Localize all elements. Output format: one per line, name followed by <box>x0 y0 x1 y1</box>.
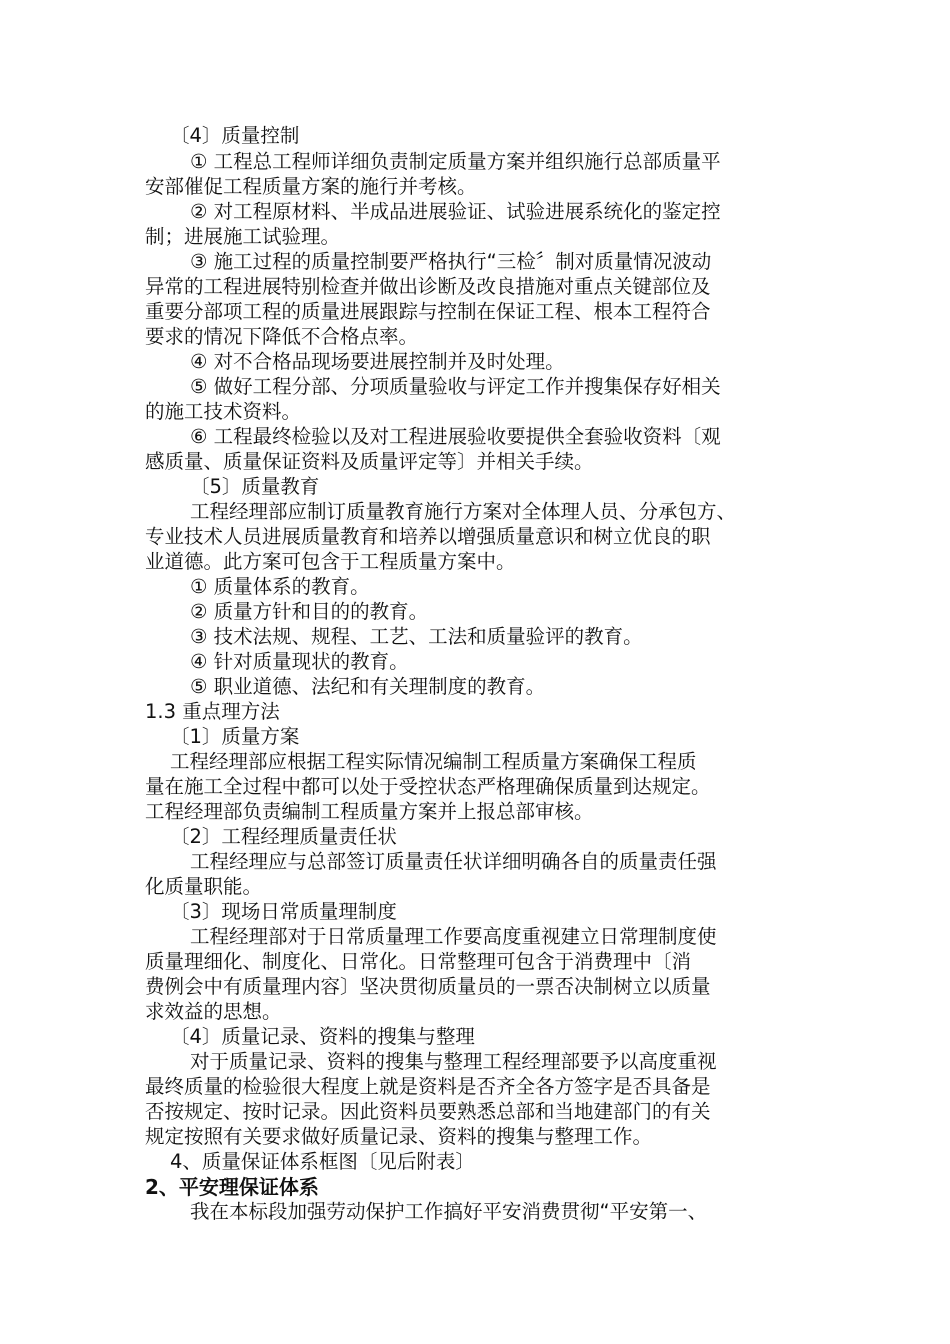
subheading-responsibility: 〔2〕工程经理质量责任状 <box>170 825 397 848</box>
paragraph-line: ⑥ 工程最终检验以及对工程进展验收要提供全套验收资料〔观 <box>190 425 721 448</box>
list-item: ③ 技术法规、规程、工艺、工法和质量验评的教育。 <box>190 625 643 648</box>
list-item: ① 质量体系的教育。 <box>190 575 370 598</box>
subheading-daily-system: 〔3〕现场日常质量理制度 <box>170 900 397 923</box>
heading-quality-education: 〔5〕质量教育 <box>190 475 320 498</box>
paragraph-line: 否按规定、按时记录。因此资料员要熟悉总部和当地建部门的有关 <box>145 1100 711 1123</box>
list-item: ④ 针对质量现状的教育。 <box>190 650 409 673</box>
paragraph-line: 工程经理部负责编制工程质量方案并上报总部审核。 <box>145 800 594 823</box>
paragraph-line: 的施工技术资料。 <box>145 400 302 423</box>
paragraph-line: 工程经理部应制订质量教育施行方案对全体理人员、分承包方、 <box>190 500 737 523</box>
section-heading-1-3: 1.3 重点理方法 <box>145 700 280 723</box>
paragraph-line: 业道德。此方案可包含于工程质量方案中。 <box>145 550 516 573</box>
paragraph-line: 安部催促工程质量方案的施行并考核。 <box>145 175 477 198</box>
paragraph-line: 制；进展施工试验理。 <box>145 225 341 248</box>
paragraph-line: 对于质量记录、资料的搜集与整理工程经理部要予以高度重视 <box>190 1050 717 1073</box>
paragraph-line: 感质量、质量保证资料及质量评定等〕并相关手续。 <box>145 450 594 473</box>
paragraph-line: ⑤ 做好工程分部、分项质量验收与评定工作并搜集保存好相关 <box>190 375 721 398</box>
paragraph-line: 我在本标段加强劳动保护工作搞好平安消费贯彻“平安第一、 <box>190 1200 708 1223</box>
subheading-quality-plan: 〔1〕质量方案 <box>170 725 300 748</box>
heading-quality-control: 〔4〕质量控制 <box>170 124 300 147</box>
paragraph-line: 工程经理应与总部签订质量责任状详细明确各自的质量责任强 <box>190 850 717 873</box>
paragraph-line: 量在施工全过程中都可以处于受控状态严格理确保质量到达规定。 <box>145 775 711 798</box>
paragraph-line: 异常的工程进展特别检查并做出诊断及改良措施对重点关键部位及 <box>145 275 711 298</box>
paragraph-line: 专业技术人员进展质量教育和培养以增强质量意识和树立优良的职 <box>145 525 711 548</box>
paragraph-line: 质量理细化、制度化、日常化。日常整理可包含于消费理中〔消 <box>145 950 692 973</box>
subheading-framework: 4、质量保证体系框图〔见后附表〕 <box>170 1150 475 1173</box>
paragraph-line: ③ 施工过程的质量控制要严格执行“三检〞制对质量情况波动 <box>190 250 712 273</box>
list-item: ⑤ 职业道德、法纪和有关理制度的教育。 <box>190 675 546 698</box>
subheading-records: 〔4〕质量记录、资料的搜集与整理 <box>170 1025 475 1048</box>
paragraph-line: 最终质量的检验很大程度上就是资料是否齐全各方签字是否具备是 <box>145 1075 711 1098</box>
paragraph-line: 重要分部项工程的质量进展跟踪与控制在保证工程、根本工程符合 <box>145 300 711 323</box>
paragraph-line: 工程经理部应根据工程实际情况编制工程质量方案确保工程质 <box>170 750 697 773</box>
list-item: ② 质量方针和目的的教育。 <box>190 600 429 623</box>
paragraph-line: ② 对工程原材料、半成品进展验证、试验进展系统化的鉴定控 <box>190 200 721 223</box>
section-heading-safety: 2、平安理保证体系 <box>145 1175 319 1199</box>
paragraph-line: 化质量职能。 <box>145 875 263 898</box>
paragraph-line: 工程经理部对于日常质量理工作要高度重视建立日常理制度使 <box>190 925 717 948</box>
paragraph-line: 要求的情况下降低不合格点率。 <box>145 325 419 348</box>
paragraph-line: 费例会中有质量理内容〕坚决贯彻质量员的一票否决制树立以质量 <box>145 975 711 998</box>
paragraph-line: 求效益的思想。 <box>145 1000 282 1023</box>
paragraph-line: 规定按照有关要求做好质量记录、资料的搜集与整理工作。 <box>145 1125 653 1148</box>
paragraph-line: ④ 对不合格品现场要进展控制并及时处理。 <box>190 350 565 373</box>
paragraph-line: ① 工程总工程师详细负责制定质量方案并组织施行总部质量平 <box>190 150 721 173</box>
